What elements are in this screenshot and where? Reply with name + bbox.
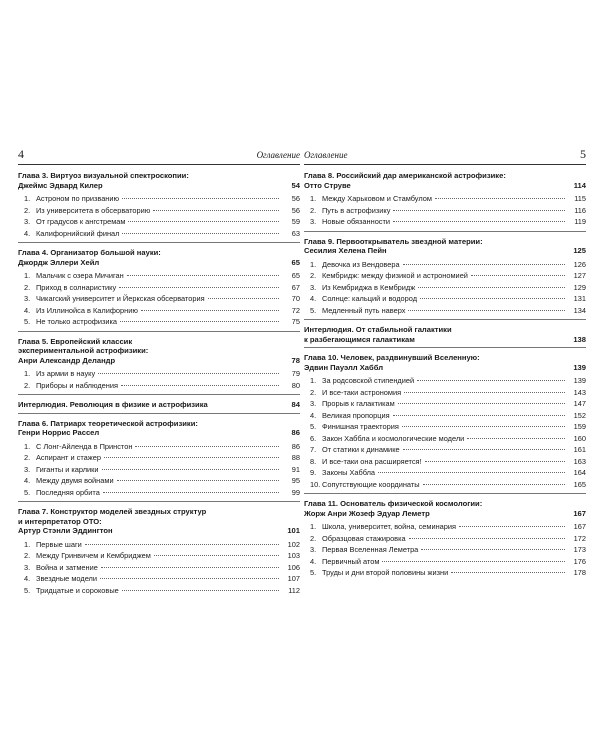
section-number: 2. <box>310 205 317 215</box>
dot-leader <box>423 484 565 485</box>
dot-leader <box>120 321 279 322</box>
toc-section <box>24 464 300 476</box>
section-page-number: 63 <box>291 228 300 238</box>
section-number: 5. <box>24 487 31 497</box>
section-title: Труды и дни второй половины жизни <box>322 568 449 577</box>
section-number: 3. <box>24 464 31 474</box>
section-page-number: 107 <box>287 574 300 583</box>
chapter-page-number: 54 <box>291 180 300 190</box>
section-title: Из Иллинойса в Калифорнию <box>36 305 138 315</box>
left-page-header <box>18 147 300 165</box>
section-number: 3. <box>310 545 317 554</box>
toc-section <box>24 539 300 551</box>
section-page-number: 119 <box>574 217 586 226</box>
section-title: Из Кембриджа в Кембридж <box>322 282 416 292</box>
chapter-heading <box>304 325 586 344</box>
section-page-number: 103 <box>287 551 300 560</box>
left-running-title: Оглавление <box>256 150 300 160</box>
toc-chapter <box>18 337 300 396</box>
section-number: 1. <box>24 271 31 280</box>
chapter-title: Глава 10. Человек, раздвинувший Вселенную: Эдвин Пауэлл Хаббл <box>304 353 480 372</box>
section-title: Из университета в обсерваторию <box>36 205 151 215</box>
section-page-number: 147 <box>573 399 586 408</box>
section-title: Аспирант и стажер <box>36 453 101 462</box>
section-page-number: 112 <box>288 585 300 595</box>
section-title: Первая Вселенная Леметра <box>322 545 419 554</box>
dot-leader <box>421 549 565 550</box>
section-page-number: 159 <box>573 422 586 431</box>
section-title: Мальчик с озера Мичиган <box>36 271 124 280</box>
chapter-page-number: 84 <box>291 400 300 409</box>
section-number: 3. <box>24 294 31 303</box>
chapter-title: Глава 7. Конструктор моделей звездных структур и интерпретатор ОТО: Артур Стэнли Эддингтон <box>18 507 207 535</box>
toc-section <box>24 562 300 574</box>
section-list <box>18 193 300 239</box>
section-page-number: 116 <box>574 205 586 215</box>
section-number: 3. <box>310 399 317 408</box>
section-page-number: 115 <box>574 194 586 203</box>
section-page-number: 134 <box>573 305 586 315</box>
section-number: 5. <box>24 317 31 326</box>
dot-leader <box>378 472 565 473</box>
section-title: Школа, университет, война, семинария <box>322 522 457 531</box>
section-number: 1. <box>24 539 31 549</box>
section-number: 1. <box>310 376 317 385</box>
section-title: Звездные модели <box>36 574 97 583</box>
section-title: Медленный путь наверх <box>322 305 406 315</box>
dot-leader <box>117 480 279 481</box>
section-page-number: 176 <box>573 556 586 566</box>
dot-leader <box>471 275 565 276</box>
section-title: Из армии в науку <box>36 369 96 378</box>
section-number: 1. <box>24 441 31 451</box>
section-number: 10. <box>310 479 321 489</box>
chapter-heading <box>304 353 586 372</box>
section-page-number: 95 <box>291 476 300 485</box>
right-page <box>304 147 586 587</box>
dot-leader <box>101 567 279 568</box>
dot-leader <box>141 310 279 311</box>
toc-section <box>310 259 586 271</box>
dot-leader <box>404 392 565 393</box>
toc-section <box>24 441 300 453</box>
chapter-page-number: 138 <box>573 334 586 344</box>
section-number: 2. <box>24 282 31 292</box>
section-number: 1. <box>24 194 31 203</box>
toc-section <box>310 282 586 294</box>
dot-leader <box>85 544 279 545</box>
section-page-number: 106 <box>287 562 300 572</box>
section-title: И все-таки астрономия <box>322 387 402 397</box>
section-list <box>304 193 586 228</box>
chapter-title: Глава 9. Первооткрыватель звездной материи: Сесилия Хелена Пейн <box>304 236 483 255</box>
section-number: 2. <box>24 453 31 462</box>
toc-chapter <box>304 325 586 348</box>
section-number: 2. <box>310 387 317 397</box>
section-page-number: 65 <box>291 271 300 280</box>
section-page-number: 165 <box>573 479 586 489</box>
left-page <box>18 147 300 604</box>
dot-leader <box>417 380 565 381</box>
section-number: 3. <box>310 217 317 226</box>
chapter-title: Глава 5. Европейский классик экспериментальной астрофизики: Анри Александр Деландр <box>18 336 149 365</box>
section-title: Закон Хаббла и космологические модели <box>322 433 465 443</box>
section-page-number: 91 <box>291 464 300 474</box>
toc-section <box>24 573 300 585</box>
section-number: 7. <box>310 445 317 454</box>
section-page-number: 139 <box>573 376 586 385</box>
section-title: Солнце: кальций и водород <box>322 294 418 303</box>
section-number: 1. <box>310 194 317 203</box>
toc-chapter <box>304 171 586 232</box>
toc-section <box>24 475 300 487</box>
toc-chapter <box>18 171 300 243</box>
section-title: Великая пропорция <box>322 410 390 420</box>
section-number: 9. <box>310 468 317 477</box>
section-title: Образцовая стажировка <box>322 533 406 543</box>
section-number: 6. <box>310 433 317 443</box>
section-title: От градусов к ангстремам <box>36 217 126 226</box>
toc-section <box>310 293 586 305</box>
chapter-heading <box>18 337 300 366</box>
toc-section <box>24 293 300 305</box>
toc-section <box>24 380 300 392</box>
section-number: 4. <box>310 556 317 566</box>
section-title: Законы Хаббла <box>322 468 376 477</box>
dot-leader <box>104 457 279 458</box>
section-list <box>304 259 586 317</box>
section-page-number: 163 <box>573 456 586 466</box>
chapter-title: Глава 11. Основатель физической космологии: Жорж Анри Жозеф Эдуар Леметр <box>304 499 483 518</box>
section-number: 3. <box>24 217 31 226</box>
chapter-title: Глава 8. Российский дар американской астрофизике: Отто Струве <box>304 171 506 190</box>
dot-leader <box>98 373 279 374</box>
right-running-title: Оглавление <box>304 150 348 160</box>
toc-section <box>310 270 586 282</box>
dot-leader <box>382 561 565 562</box>
dot-leader <box>403 264 565 265</box>
section-page-number: 127 <box>573 271 586 280</box>
section-title: Прорыв к галактикам <box>322 399 395 408</box>
chapter-page-number: 86 <box>291 428 300 437</box>
right-page-number: 5 <box>580 147 586 161</box>
section-title: С Лонг-Айленда в Принстон <box>36 441 133 451</box>
dot-leader <box>467 438 565 439</box>
chapter-heading <box>18 507 300 536</box>
dot-leader <box>418 287 565 288</box>
toc-chapter <box>18 248 300 332</box>
section-title: Приход в солнаристику <box>36 282 117 292</box>
toc-section <box>310 556 586 568</box>
dot-leader <box>122 233 279 234</box>
section-number: 2. <box>310 271 317 280</box>
section-page-number: 131 <box>573 294 586 303</box>
section-title: Калифорнийский финал <box>36 228 120 238</box>
section-page-number: 80 <box>291 380 300 390</box>
toc-section <box>24 228 300 240</box>
chapter-title: Глава 4. Организатор большой науки: Джордж Эллери Хейл <box>18 248 161 267</box>
section-page-number: 160 <box>573 433 586 443</box>
section-number: 5. <box>24 585 31 595</box>
dot-leader <box>103 492 279 493</box>
dot-leader <box>122 590 279 591</box>
section-page-number: 129 <box>573 282 586 292</box>
toc-section <box>24 193 300 205</box>
section-list <box>18 368 300 391</box>
dot-leader <box>121 385 279 386</box>
toc-section <box>310 433 586 445</box>
section-title: За родсовской стипендией <box>322 376 415 385</box>
dot-leader <box>393 210 565 211</box>
chapter-title: Интерлюдия. Революция в физике и астрофизика <box>18 400 208 409</box>
toc-section <box>310 444 586 456</box>
section-number: 2. <box>24 551 31 560</box>
section-title: Первичный атом <box>322 556 380 566</box>
chapter-heading <box>304 237 586 256</box>
section-title: Первые шаги <box>36 539 82 549</box>
section-number: 4. <box>310 294 317 303</box>
toc-chapter <box>304 237 586 321</box>
section-page-number: 152 <box>573 410 586 420</box>
section-title: От статики к динамике <box>322 445 400 454</box>
dot-leader <box>122 198 279 199</box>
section-list <box>304 521 586 579</box>
section-page-number: 70 <box>291 294 300 303</box>
section-list <box>18 539 300 597</box>
chapter-page-number: 114 <box>573 180 586 190</box>
section-number: 5. <box>310 568 317 577</box>
section-page-number: 88 <box>291 453 300 462</box>
dot-leader <box>402 426 565 427</box>
section-title: Между Гринвичем и Кембриджем <box>36 551 151 560</box>
toc-section <box>24 487 300 499</box>
section-number: 5. <box>310 305 317 315</box>
section-title: Приборы и наблюдения <box>36 380 118 390</box>
section-number: 1. <box>310 522 317 531</box>
section-page-number: 172 <box>573 533 586 543</box>
section-page-number: 178 <box>573 568 586 577</box>
toc-section <box>24 316 300 328</box>
section-title: Астроном по призванию <box>36 194 120 203</box>
section-page-number: 59 <box>291 217 300 226</box>
toc-section <box>310 521 586 533</box>
section-list <box>18 270 300 328</box>
right-page-header <box>304 147 586 165</box>
toc-section <box>24 585 300 597</box>
section-title: И все-таки она расширяется! <box>322 456 422 466</box>
toc-section <box>24 205 300 217</box>
dot-leader <box>208 298 279 299</box>
dot-leader <box>154 555 279 556</box>
chapter-page-number: 167 <box>573 508 586 518</box>
toc-chapter <box>18 507 300 599</box>
chapter-page-number: 65 <box>291 257 300 267</box>
chapter-title: Глава 6. Патриарх теоретической астрофизики: Генри Норрис Рассел <box>18 418 198 437</box>
section-number: 2. <box>24 380 31 390</box>
section-list <box>18 441 300 499</box>
section-page-number: 167 <box>573 522 586 531</box>
section-page-number: 99 <box>291 487 300 497</box>
section-number: 5. <box>310 422 317 431</box>
section-number: 8. <box>310 456 317 466</box>
section-number: 4. <box>24 305 31 315</box>
section-number: 2. <box>24 205 31 215</box>
toc-section <box>310 456 586 468</box>
chapter-heading <box>18 419 300 438</box>
toc-section <box>310 193 586 205</box>
section-page-number: 79 <box>291 369 300 378</box>
section-page-number: 56 <box>291 194 300 203</box>
chapter-title: Глава 3. Виртуоз визуальной спектроскопии: Джеймс Эдвард Килер <box>18 171 189 190</box>
section-title: Чикагский университет и Йеркская обсерватория <box>36 294 205 303</box>
toc-section <box>310 216 586 228</box>
section-page-number: 86 <box>291 441 300 451</box>
toc-section <box>24 270 300 282</box>
section-number: 4. <box>310 410 317 420</box>
section-number: 1. <box>24 369 31 378</box>
toc-chapter <box>18 419 300 503</box>
section-page-number: 161 <box>573 445 586 454</box>
section-page-number: 126 <box>573 259 586 269</box>
right-toc <box>304 171 586 582</box>
toc-chapter <box>304 353 586 494</box>
section-number: 2. <box>310 533 317 543</box>
dot-leader <box>403 449 565 450</box>
toc-section <box>24 550 300 562</box>
chapter-heading <box>18 248 300 267</box>
section-page-number: 173 <box>573 545 586 554</box>
chapter-title: Интерлюдия. От стабильной галактики к разбегающимся галактикам <box>304 325 452 344</box>
left-page-number: 4 <box>18 147 24 161</box>
left-toc <box>18 171 300 599</box>
toc-section <box>24 216 300 228</box>
toc-section <box>310 533 586 545</box>
dot-leader <box>398 403 565 404</box>
toc-section <box>310 410 586 422</box>
section-title: Война и затмение <box>36 562 98 572</box>
dot-leader <box>435 198 565 199</box>
section-number: 4. <box>24 228 31 238</box>
chapter-heading <box>304 499 586 518</box>
section-title: Новые обязанности <box>322 217 391 226</box>
toc-section <box>310 305 586 317</box>
section-page-number: 75 <box>291 317 300 326</box>
dot-leader <box>128 221 279 222</box>
toc-section <box>24 452 300 464</box>
section-title: Кембридж: между физикой и астрономией <box>322 271 468 280</box>
dot-leader <box>393 221 565 222</box>
dot-leader <box>100 578 279 579</box>
toc-chapter <box>18 400 300 414</box>
chapter-page-number: 101 <box>287 526 300 535</box>
section-title: Между Харьковом и Стамбулом <box>322 194 432 203</box>
dot-leader <box>393 415 565 416</box>
chapter-page-number: 78 <box>291 355 300 365</box>
section-title: Между двумя войнами <box>36 476 114 485</box>
section-page-number: 102 <box>287 539 300 549</box>
section-title: Девочка из Вендовера <box>322 259 400 269</box>
toc-section <box>310 421 586 433</box>
section-title: Тридцатые и сороковые <box>36 585 119 595</box>
dot-leader <box>127 275 279 276</box>
toc-section <box>24 368 300 380</box>
section-title: Не только астрофизика <box>36 317 118 326</box>
section-list <box>304 375 586 490</box>
dot-leader <box>153 210 279 211</box>
chapter-heading <box>18 171 300 190</box>
toc-section <box>310 479 586 491</box>
section-page-number: 164 <box>573 468 586 477</box>
toc-section <box>24 282 300 294</box>
section-number: 1. <box>310 259 317 269</box>
toc-section <box>310 467 586 479</box>
section-number: 3. <box>310 282 317 292</box>
section-number: 4. <box>24 574 31 583</box>
toc-section <box>310 544 586 556</box>
dot-leader <box>119 287 279 288</box>
section-title: Путь в астрофизику <box>322 205 391 215</box>
section-page-number: 56 <box>291 205 300 215</box>
section-title: Гиганты и карлики <box>36 464 99 474</box>
chapter-heading <box>18 400 300 410</box>
toc-section <box>310 375 586 387</box>
chapter-heading <box>304 171 586 190</box>
toc-section <box>310 387 586 399</box>
toc-chapter <box>304 499 586 582</box>
section-title: Последняя орбита <box>36 487 100 497</box>
section-number: 3. <box>24 562 31 572</box>
dot-leader <box>135 446 279 447</box>
toc-section <box>24 305 300 317</box>
dot-leader <box>459 526 565 527</box>
section-page-number: 67 <box>291 282 300 292</box>
toc-section <box>310 398 586 410</box>
chapter-page-number: 139 <box>573 362 586 372</box>
toc-section <box>310 567 586 579</box>
dot-leader <box>409 538 565 539</box>
dot-leader <box>420 298 565 299</box>
section-page-number: 143 <box>573 387 586 397</box>
dot-leader <box>451 572 565 573</box>
dot-leader <box>102 469 279 470</box>
toc-section <box>310 205 586 217</box>
dot-leader <box>408 310 565 311</box>
chapter-page-number: 125 <box>573 246 586 255</box>
section-title: Сопутствующие координаты <box>322 479 420 489</box>
section-page-number: 72 <box>291 305 300 315</box>
section-number: 4. <box>24 476 31 485</box>
dot-leader <box>425 461 565 462</box>
section-title: Финишная траектория <box>322 422 399 431</box>
